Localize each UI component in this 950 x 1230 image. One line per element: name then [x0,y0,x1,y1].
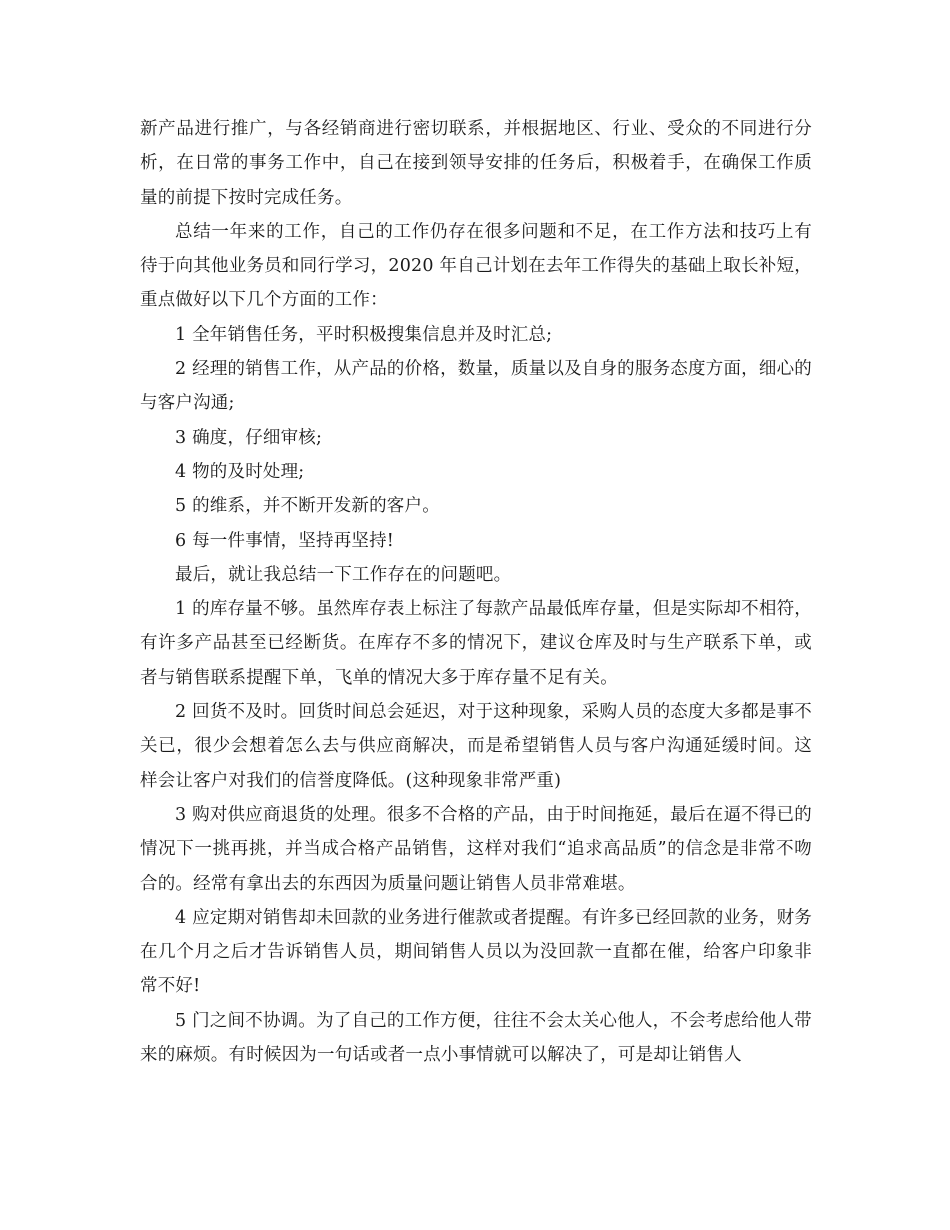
plan-item-5: 5 的维系，并不断开发新的客户。 [175,496,440,517]
plan-item-2: 2 经理的销售工作，从产品的价格，数量，质量以及自身的服务态度方面，细心的与客户沟通; [140,359,812,414]
problem-item-5: 5 门之间不协调。为了自己的工作方便，往往不会太关心他人，不会考虑给他人带来的麻烦。有时候因为一句话或者一点小事情就可以解决了，可是却让销售人 [140,1010,812,1066]
paragraph-problems-intro: 最后，就让我总结一下工作存在的问题吧。 [175,564,512,585]
problem-item-4: 4 应定期对销售却未回款的业务进行催款或者提醒。有许多已经回款的业务，财务在几个月之后才告诉销售人员，期间销售人员以为没回款一直都在催，给客户印象非常不好! [140,907,812,997]
plan-item-1: 1 全年销售任务，平时积极搜集信息并及时汇总; [175,324,553,345]
document-body [140,112,812,1072]
problem-item-3: 3 购对供应商退货的处理。很多不合格的产品，由于时间拖延，最后在逼不得已的情况下一挑再挑，并当成合格产品销售，这样对我们“追求高品质”的信念是非常不吻合的。经常有拿出去的东西因为质量问题让销售人员非常难堪。 [140,804,812,894]
problem-item-1: 1 的库存量不够。虽然库存表上标注了每款产品最低库存量，但是实际却不相符，有许多产品甚至已经断货。在库存不多的情况下，建议仓库及时与生产联系下单，或者与销售联系提醒下单，飞单的情况大多于库存量不足有关。 [140,599,812,688]
paragraph-continued: 新产品进行推广，与各经销商进行密切联系，并根据地区、行业、受众的不同进行分析，在日常的事务工作中，自己在接到领导安排的任务后，积极着手，在确保工作质量的前提下按时完成任务。 [140,119,812,208]
plan-item-4: 4 物的及时处理; [175,461,305,482]
plan-item-6: 6 每一件事情，坚持再坚持! [175,530,395,551]
problem-item-2: 2 回货不及时。回货时间总会延迟，对于这种现象，采购人员的态度大多都是事不关已，很少会想着怎么去与供应商解决，而是希望销售人员与客户沟通延缓时间。这样会让客户对我们的信誉度降低。(这种现象非常严重) [140,702,812,791]
plan-item-3: 3 确度，仔细审核; [175,427,323,448]
paragraph-summary-intro: 总结一年来的工作，自己的工作仍存在很多问题和不足，在工作方法和技巧上有待于向其他业务员和同行学习，2020 年自己计划在去年工作得失的基础上取长补短，重点做好以下几个方面的工作： [140,221,812,311]
